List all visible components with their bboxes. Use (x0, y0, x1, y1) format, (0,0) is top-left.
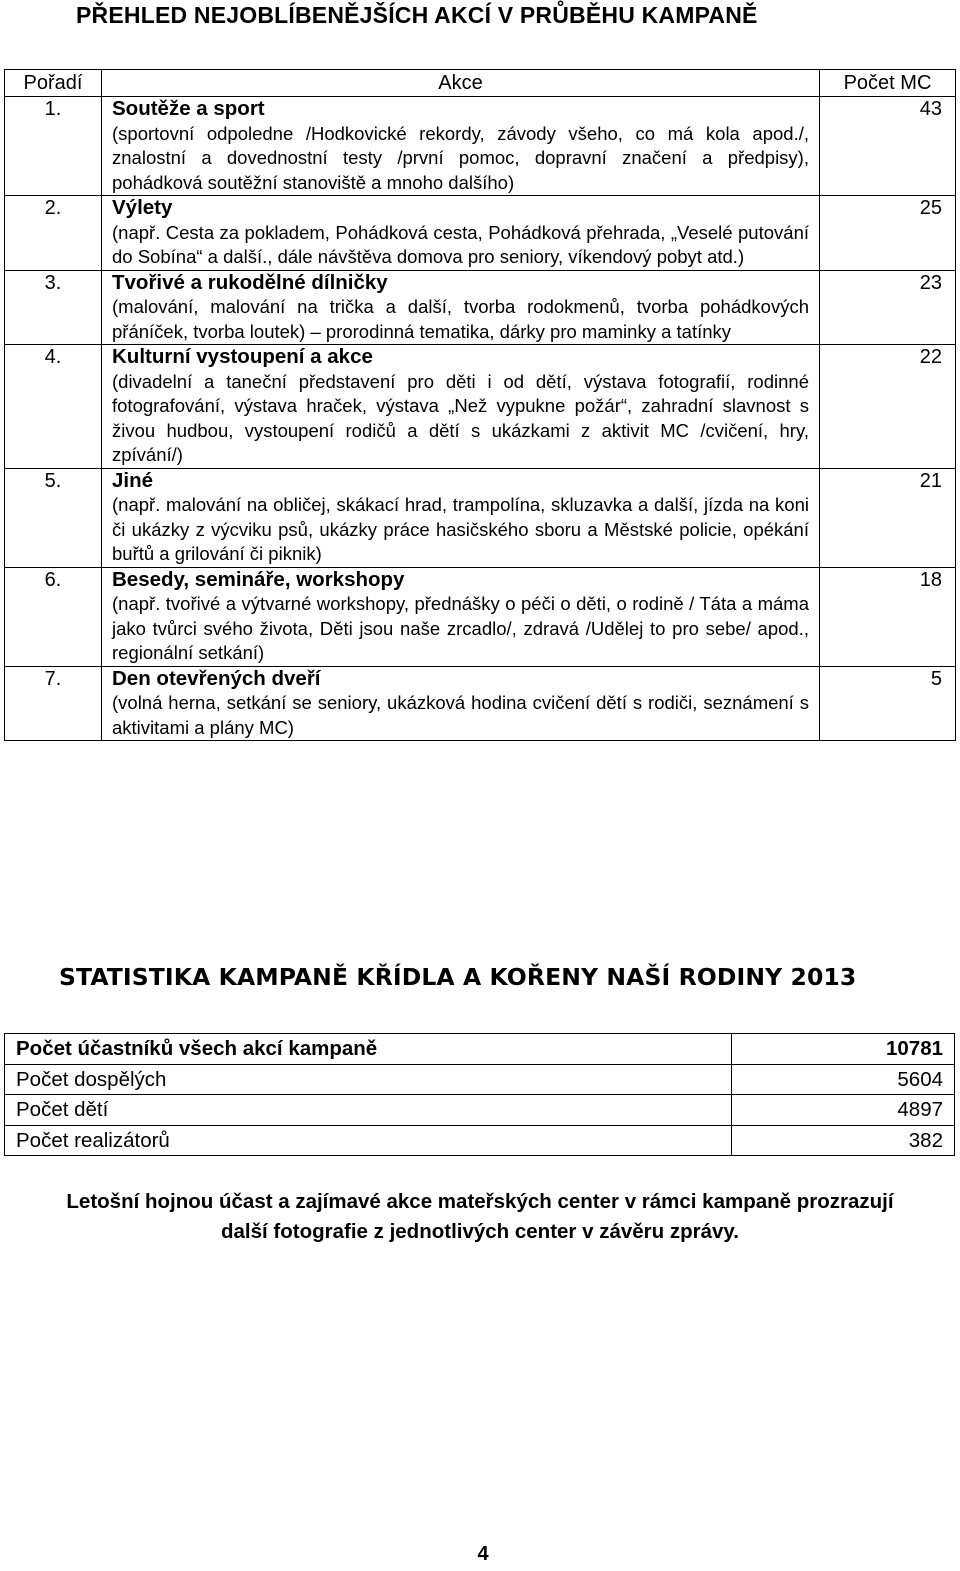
rank-cell: 2. (5, 196, 102, 271)
header-count: Počet MC (820, 70, 956, 97)
rank-cell: 5. (5, 468, 102, 567)
table-row (5, 1034, 955, 1065)
header-action: Akce (102, 70, 820, 97)
action-title: Výlety (112, 196, 173, 219)
action-cell (102, 97, 820, 196)
page-number: 4 (477, 1543, 489, 1565)
actions-table (4, 69, 956, 741)
action-cell (102, 270, 820, 345)
action-description: (malování, malování na trička a další, tvorba rodokmenů, tvorba pohádkových přáníček, tvorba loutek) – prorodinná tematika, dárky pro maminky a tatínky (112, 296, 809, 342)
action-cell (102, 468, 820, 567)
table-row (5, 1095, 955, 1126)
action-title: Besedy, semináře, workshopy (112, 567, 405, 591)
count-cell: 5 (820, 666, 956, 741)
table-row (5, 1064, 955, 1095)
count-cell: 23 (820, 270, 956, 345)
action-description: (divadelní a taneční představení pro děti i od dětí, výstava fotografií, rodinné fotografování, výstava hraček, výstava „Než vypukne požár“, zahradní slavnost s živou hudbou, vystoupení rodičů a dětí s ukázkami z aktivit MC /cvičení, hry, zpívání/) (112, 370, 809, 465)
action-description: (např. Cesta za pokladem, Pohádková cesta, Pohádková přehrada, „Veselé putování do Sobína“ a další., dále návštěva domova pro seniory, víkendový pobyt atd.) (112, 221, 809, 267)
count-cell: 25 (820, 196, 956, 271)
rank-cell: 4. (5, 345, 102, 469)
page-title: PŘEHLED NEJOBLÍBENĚJŠÍCH AKCÍ V PRŮBĚHU KAMPANĚ (76, 2, 758, 28)
stat-value: 5604 (732, 1064, 955, 1095)
table-row (5, 666, 956, 741)
table-row (5, 468, 956, 567)
action-title: Den otevřených dveří (112, 666, 321, 690)
rank-cell: 7. (5, 666, 102, 741)
count-cell: 22 (820, 345, 956, 469)
table-row (5, 1125, 955, 1156)
action-title: Kulturní vystoupení a akce (112, 345, 373, 368)
action-cell (102, 567, 820, 666)
table-row (5, 97, 956, 196)
count-cell: 21 (820, 468, 956, 567)
rank-cell: 3. (5, 270, 102, 345)
stat-value: 4897 (732, 1095, 955, 1126)
action-title: Soutěže a sport (112, 97, 265, 120)
stats-title: STATISTIKA KAMPANĚ KŘÍDLA A KOŘENY NAŠÍ RODINY 2013 (59, 963, 857, 991)
action-description: (sportovní odpoledne /Hodkovické rekordy, závody všeho, co má kola apod./, znalostní a dovednostní testy /první pomoc, dopravní značení a předpisy), pohádková soutěžní stanoviště a mnoho dalšího) (112, 122, 809, 193)
action-description: (volná herna, setkání se seniory, ukázková hodina cvičení dětí s rodiči, seznámení s aktivitami a plány MC) (112, 692, 809, 738)
table-header-row (5, 70, 956, 97)
table-row (5, 567, 956, 666)
action-description: (např. malování na obličej, skákací hrad, trampolína, skluzavka a další, jízda na koni či ukázky z výcviku psů, ukázky práce hasičského sboru a Městské policie, opékání buřtů a grilování či piknik) (112, 494, 809, 564)
table-row (5, 345, 956, 469)
stat-label: Počet realizátorů (5, 1125, 732, 1156)
action-title: Tvořivé a rukodělné dílničky (112, 270, 388, 294)
action-cell (102, 345, 820, 469)
action-title: Jiné (112, 468, 154, 492)
action-description: (např. tvořivé a výtvarné workshopy, přednášky o péči o děti, o rodině / Táta a máma jako tvůrci svého života, Děti jsou naše zrcadlo/, zdravá /Udělej to pro sebe/ apod., regionální setkání) (112, 593, 809, 663)
stat-label: Počet účastníků všech akcí kampaně (5, 1034, 732, 1065)
header-rank: Pořadí (5, 70, 102, 97)
table-row (5, 196, 956, 271)
stat-value: 10781 (732, 1034, 955, 1065)
closing-paragraph (0, 1187, 960, 1247)
closing-line-1: Letošní hojnou účast a zajímavé akce mateřských center v rámci kampaně prozrazují (66, 1190, 894, 1213)
table-row (5, 270, 956, 345)
count-cell: 18 (820, 567, 956, 666)
count-cell: 43 (820, 97, 956, 196)
closing-line-2: další fotografie z jednotlivých center v závěru zprávy. (221, 1220, 739, 1243)
stat-value: 382 (732, 1125, 955, 1156)
stats-table (4, 1033, 955, 1156)
action-cell (102, 196, 820, 271)
rank-cell: 6. (5, 567, 102, 666)
stat-label: Počet dětí (5, 1095, 732, 1126)
rank-cell: 1. (5, 97, 102, 196)
stat-label: Počet dospělých (5, 1064, 732, 1095)
action-cell (102, 666, 820, 741)
